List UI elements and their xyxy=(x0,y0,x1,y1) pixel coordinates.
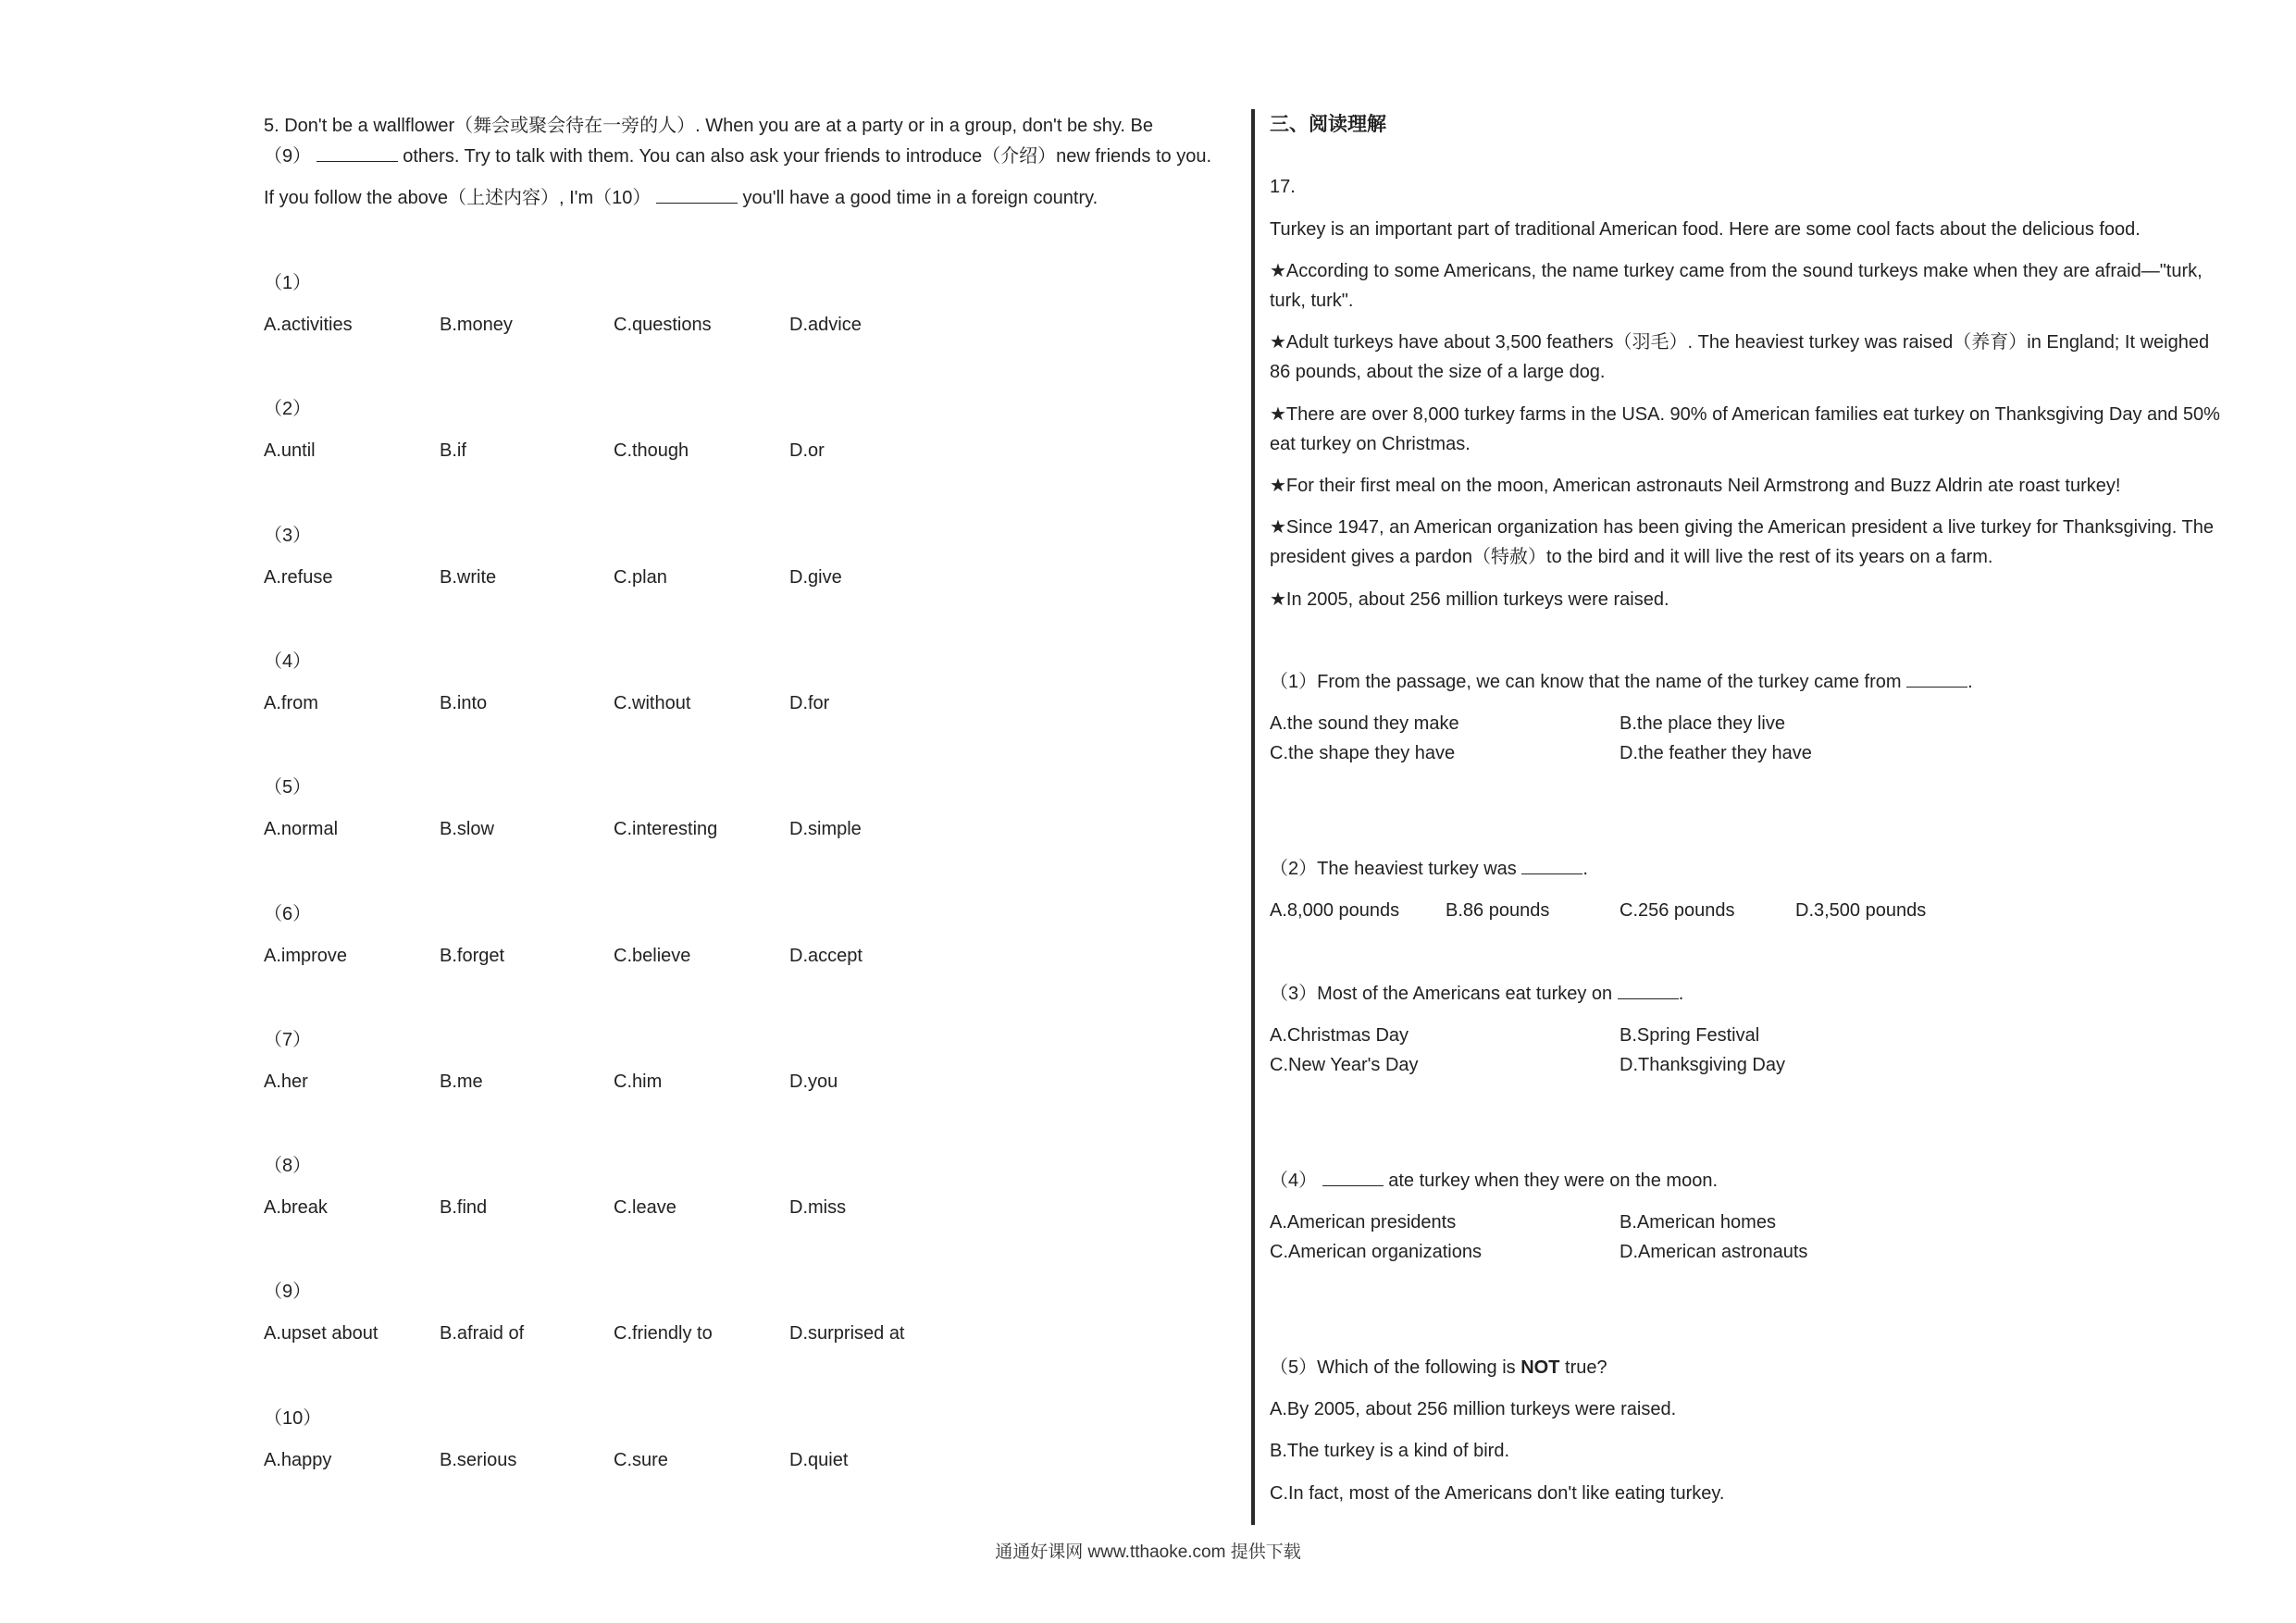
cloze-option-a[interactable]: A.break xyxy=(264,1197,328,1219)
reading-q2-option-c[interactable]: C.256 pounds xyxy=(1620,900,1735,921)
cloze-question-number: （9） xyxy=(264,1282,312,1303)
cloze-question-number: （8） xyxy=(264,1156,312,1177)
cloze-option-c[interactable]: C.interesting xyxy=(614,819,718,840)
fact-1: ★According to some Americans, the name turkey came from the sound turkeys make when they are afraid—"turk, turk, turk". xyxy=(1270,261,2203,311)
cloze-option-a[interactable]: A.until xyxy=(264,440,316,462)
reading-q1-blank[interactable] xyxy=(1906,670,1967,688)
cloze-option-a[interactable]: A.refuse xyxy=(264,566,333,588)
reading-q2-option-a[interactable]: A.8,000 pounds xyxy=(1270,900,1400,921)
reading-q4-option-b[interactable]: B.American homes xyxy=(1620,1212,1776,1233)
cloze-option-d[interactable]: D.quiet xyxy=(789,1449,849,1470)
cloze-option-c[interactable]: C.him xyxy=(614,1071,663,1092)
cloze-question-number: （3） xyxy=(264,525,312,546)
reading-q2-blank[interactable] xyxy=(1521,857,1582,874)
cloze-question-number: （10） xyxy=(264,1407,322,1429)
reading-q5-option-c[interactable]: C.In fact, most of the Americans don't like eating turkey. xyxy=(1270,1483,1725,1504)
cloze-option-c[interactable]: C.believe xyxy=(614,945,691,966)
reading-q1-option-c[interactable]: C.the shape they have xyxy=(1270,743,1456,763)
reading-q2-end: . xyxy=(1582,859,1588,879)
reading-q5-text-a: （5）Which of the following is xyxy=(1270,1357,1521,1378)
cloze-option-a[interactable]: A.activities xyxy=(264,315,353,335)
reading-q5-text-b: true? xyxy=(1559,1357,1607,1378)
reading-q3-end: . xyxy=(1678,984,1684,1004)
reading-q1-end: . xyxy=(1967,672,1973,692)
blank-10[interactable] xyxy=(656,186,738,204)
cloze-option-c[interactable]: C.though xyxy=(614,440,689,462)
reading-q1-option-a[interactable]: A.the sound they make xyxy=(1270,713,1459,734)
cloze-option-a[interactable]: A.improve xyxy=(264,945,348,966)
blank-9[interactable] xyxy=(316,144,398,162)
reading-q4-label: （4） xyxy=(1270,1171,1318,1191)
reading-q3-option-d[interactable]: D.Thanksgiving Day xyxy=(1620,1055,1785,1075)
reading-q2-option-b[interactable]: B.86 pounds xyxy=(1446,900,1550,921)
cloze-option-a[interactable]: A.normal xyxy=(264,819,339,840)
cloze-option-d[interactable]: D.miss xyxy=(789,1197,847,1219)
reading-q2-option-d[interactable]: D.3,500 pounds xyxy=(1795,900,1927,921)
reading-q1-stem xyxy=(1270,667,1973,697)
passage-line-2-text: others. Try to talk with them. You can also ask your friends to introduce（介绍）new friends to you. xyxy=(403,146,1211,167)
reading-q3-option-c[interactable]: C.New Year's Day xyxy=(1270,1055,1419,1075)
reading-q5-stem xyxy=(1270,1353,1607,1382)
cloze-option-d[interactable]: D.advice xyxy=(789,315,862,335)
reading-q1-option-b[interactable]: B.the place they live xyxy=(1620,713,1785,734)
cloze-option-b[interactable]: B.slow xyxy=(440,819,494,840)
reading-q4-blank[interactable] xyxy=(1322,1169,1384,1186)
cloze-option-b[interactable]: B.money xyxy=(440,315,513,335)
cloze-question-number: （4） xyxy=(264,650,312,672)
passage-line-1: 5. Don't be a wallflower（舞会或聚会待在一旁的人）. When you are at a party or in a group, don't be shy. Be xyxy=(264,116,1153,136)
cloze-option-a[interactable]: A.from xyxy=(264,692,318,713)
cloze-option-c[interactable]: C.leave xyxy=(614,1197,676,1219)
fact-2: ★Adult turkeys have about 3,500 feathers（羽毛）. The heaviest turkey was raised（养育）in England; It weighed 86 pounds, about the size of a large dog. xyxy=(1270,332,2210,382)
footer-credit: 通通好课网 www.tthaoke.com 提供下载 xyxy=(995,1542,1301,1562)
cloze-option-c[interactable]: C.without xyxy=(614,692,691,713)
cloze-option-b[interactable]: B.write xyxy=(440,566,497,588)
cloze-option-d[interactable]: D.accept xyxy=(789,945,863,966)
cloze-option-b[interactable]: B.me xyxy=(440,1071,483,1092)
fact-3: ★There are over 8,000 turkey farms in the USA. 90% of American families eat turkey on Thanksgiving Day and 50% eat turkey on Christmas. xyxy=(1270,404,2220,454)
cloze-option-b[interactable]: B.afraid of xyxy=(440,1323,525,1344)
cloze-option-c[interactable]: C.friendly to xyxy=(614,1323,713,1344)
passage-line-3 xyxy=(264,183,1098,213)
reading-q1-option-d[interactable]: D.the feather they have xyxy=(1620,743,1812,763)
passage-line-2 xyxy=(264,142,1211,171)
cloze-option-d[interactable]: D.simple xyxy=(789,819,862,840)
cloze-option-d[interactable]: D.for xyxy=(789,692,830,713)
cloze-question-number: （2） xyxy=(264,399,312,420)
reading-q3-text: （3）Most of the Americans eat turkey on xyxy=(1270,984,1613,1004)
cloze-option-d[interactable]: D.surprised at xyxy=(789,1323,905,1344)
cloze-option-c[interactable]: C.sure xyxy=(614,1449,668,1470)
reading-q3-blank[interactable] xyxy=(1618,982,1679,999)
reading-q4-text: ate turkey when they were on the moon. xyxy=(1388,1171,1719,1191)
question-number: 17. xyxy=(1270,177,1296,197)
cloze-question-number: （7） xyxy=(264,1029,312,1050)
reading-q4-option-c[interactable]: C.American organizations xyxy=(1270,1242,1482,1262)
section-title: 三、阅读理解 xyxy=(1270,114,1386,135)
reading-q5-not: NOT xyxy=(1520,1357,1560,1378)
cloze-question-number: （5） xyxy=(264,777,312,799)
cloze-option-b[interactable]: B.if xyxy=(440,440,466,462)
reading-q4-stem xyxy=(1270,1166,1718,1196)
cloze-option-d[interactable]: D.give xyxy=(789,566,842,588)
cloze-option-d[interactable]: D.or xyxy=(789,440,825,462)
cloze-option-d[interactable]: D.you xyxy=(789,1071,838,1092)
cloze-option-c[interactable]: C.questions xyxy=(614,315,712,335)
reading-q3-stem xyxy=(1270,979,1683,1009)
reading-q5-option-b[interactable]: B.The turkey is a kind of bird. xyxy=(1270,1441,1510,1461)
cloze-option-b[interactable]: B.into xyxy=(440,692,488,713)
reading-q4-option-a[interactable]: A.American presidents xyxy=(1270,1212,1457,1233)
fact-5: ★Since 1947, an American organization has been giving the American president a live turkey for Thanksgiving. The president gives a pardon（特赦）to the bird and it will live the rest of its years on a farm. xyxy=(1270,517,2215,567)
cloze-question-number: （1） xyxy=(264,273,312,293)
reading-q5-option-a[interactable]: A.By 2005, about 256 million turkeys were raised. xyxy=(1270,1399,1677,1419)
reading-q1-text: （1）From the passage, we can know that the name of the turkey came from xyxy=(1270,672,1902,692)
reading-q3-option-b[interactable]: B.Spring Festival xyxy=(1620,1025,1760,1046)
reading-intro: Turkey is an important part of traditional American food. Here are some cool facts about the delicious food. xyxy=(1270,219,2141,240)
fact-4: ★For their first meal on the moon, American astronauts Neil Armstrong and Buzz Aldrin ate roast turkey! xyxy=(1270,476,2121,496)
reading-q2-text: （2）The heaviest turkey was xyxy=(1270,859,1517,879)
reading-q2-stem xyxy=(1270,854,1588,884)
column-divider xyxy=(1251,109,1255,1525)
passage-line-3-text-a: If you follow the above（上述内容）, I'm（10） xyxy=(264,188,652,208)
fact-6: ★In 2005, about 256 million turkeys were raised. xyxy=(1270,589,1669,610)
reading-q3-option-a[interactable]: A.Christmas Day xyxy=(1270,1025,1409,1046)
cloze-option-a[interactable]: A.happy xyxy=(264,1449,332,1470)
cloze-question-number: （6） xyxy=(264,903,312,924)
cloze-option-c[interactable]: C.plan xyxy=(614,566,667,588)
cloze-option-b[interactable]: B.serious xyxy=(440,1449,517,1470)
cloze-option-a[interactable]: A.upset about xyxy=(264,1323,379,1344)
cloze-option-b[interactable]: B.forget xyxy=(440,945,505,966)
cloze-option-a[interactable]: A.her xyxy=(264,1071,308,1092)
reading-q4-option-d[interactable]: D.American astronauts xyxy=(1620,1242,1808,1262)
cloze-option-b[interactable]: B.find xyxy=(440,1197,488,1219)
passage-line-3-text-b: you'll have a good time in a foreign country. xyxy=(742,188,1098,208)
blank-9-label: （9） xyxy=(264,146,312,167)
